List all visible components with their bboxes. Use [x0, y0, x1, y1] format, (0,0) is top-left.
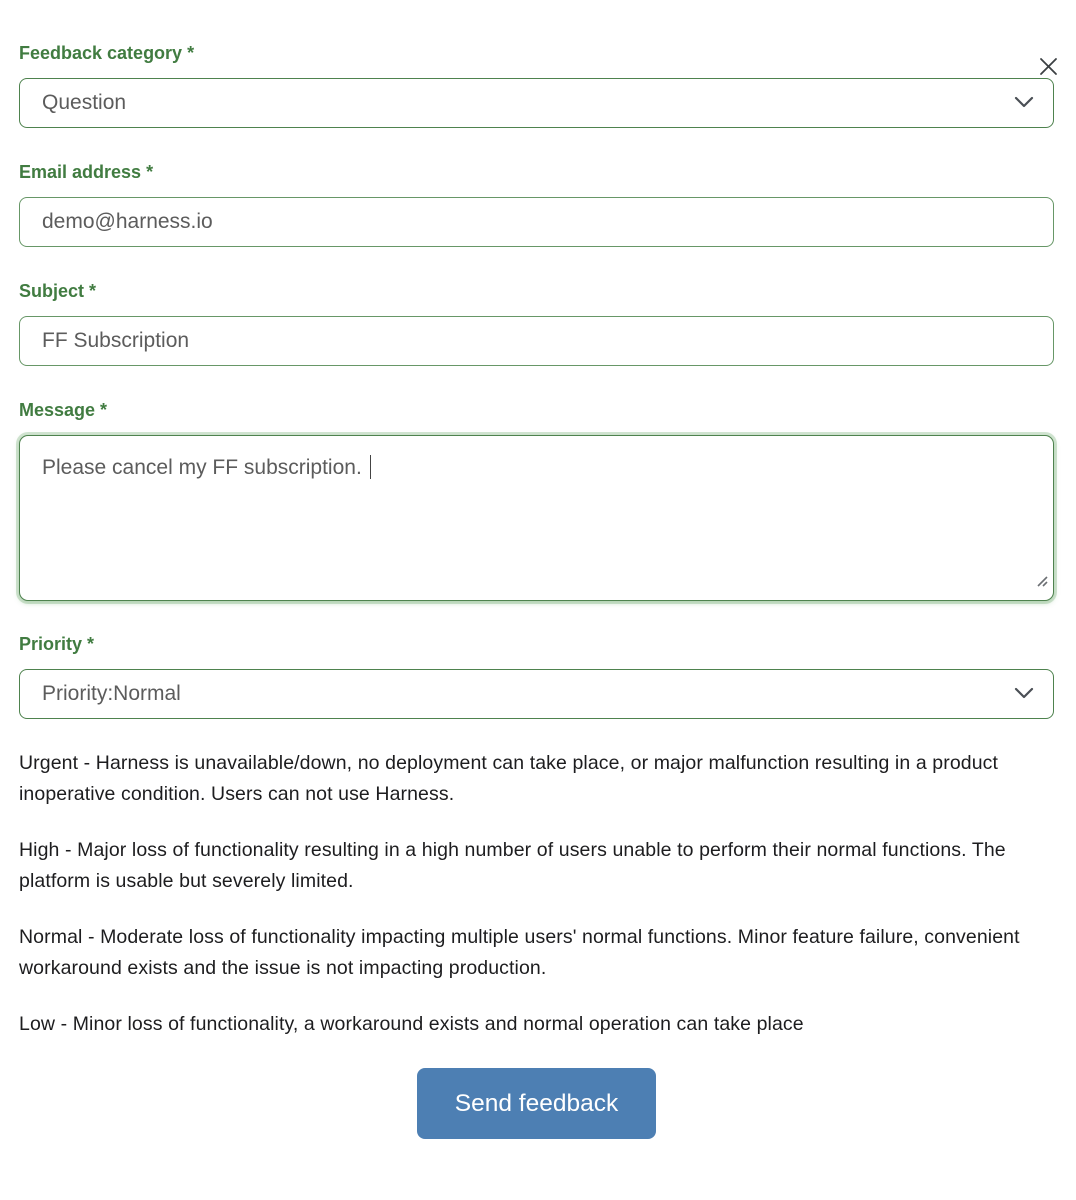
chevron-down-icon [1013, 91, 1035, 115]
feedback-form [19, 42, 1054, 1139]
priority-description-normal: Normal - Moderate loss of functionality impacting multiple users' normal functions. Minor feature failure, convenient workaround exists and the issue is not impacting production. [19, 926, 1020, 979]
resize-handle-icon[interactable] [1035, 567, 1048, 595]
message-text: Please cancel my FF subscription. [42, 456, 368, 479]
subject-field[interactable] [19, 316, 1054, 366]
priority-value: Priority:Normal [42, 682, 181, 705]
feedback-category-label: Feedback category * [19, 43, 195, 63]
close-icon [1039, 57, 1058, 76]
email-field[interactable] [19, 197, 1054, 247]
chevron-down-icon [1013, 682, 1035, 706]
priority-description-urgent: Urgent - Harness is unavailable/down, no deployment can take place, or major malfunction resulting in a product inoperative condition. Users can not use Harness. [19, 752, 999, 805]
text-cursor [370, 455, 372, 479]
priority-select[interactable] [19, 669, 1054, 719]
feedback-category-value: Question [42, 91, 127, 114]
subject-label: Subject * [19, 281, 97, 301]
message-textarea[interactable] [19, 435, 1054, 601]
priority-description-high: High - Major loss of functionality resulting in a high number of users unable to perform their normal functions. The platform is usable but severely limited. [19, 839, 1006, 892]
feedback-category-select[interactable] [19, 78, 1054, 128]
priority-descriptions [19, 748, 1054, 1040]
email-address-label: Email address * [19, 162, 154, 182]
priority-label: Priority * [19, 634, 95, 654]
send-feedback-button[interactable]: Send feedback [417, 1068, 656, 1139]
message-label: Message * [19, 400, 108, 420]
priority-description-low: Low - Minor loss of functionality, a workaround exists and normal operation can take place [19, 1013, 804, 1035]
close-button[interactable] [1037, 55, 1059, 77]
button-row [19, 1068, 1054, 1139]
